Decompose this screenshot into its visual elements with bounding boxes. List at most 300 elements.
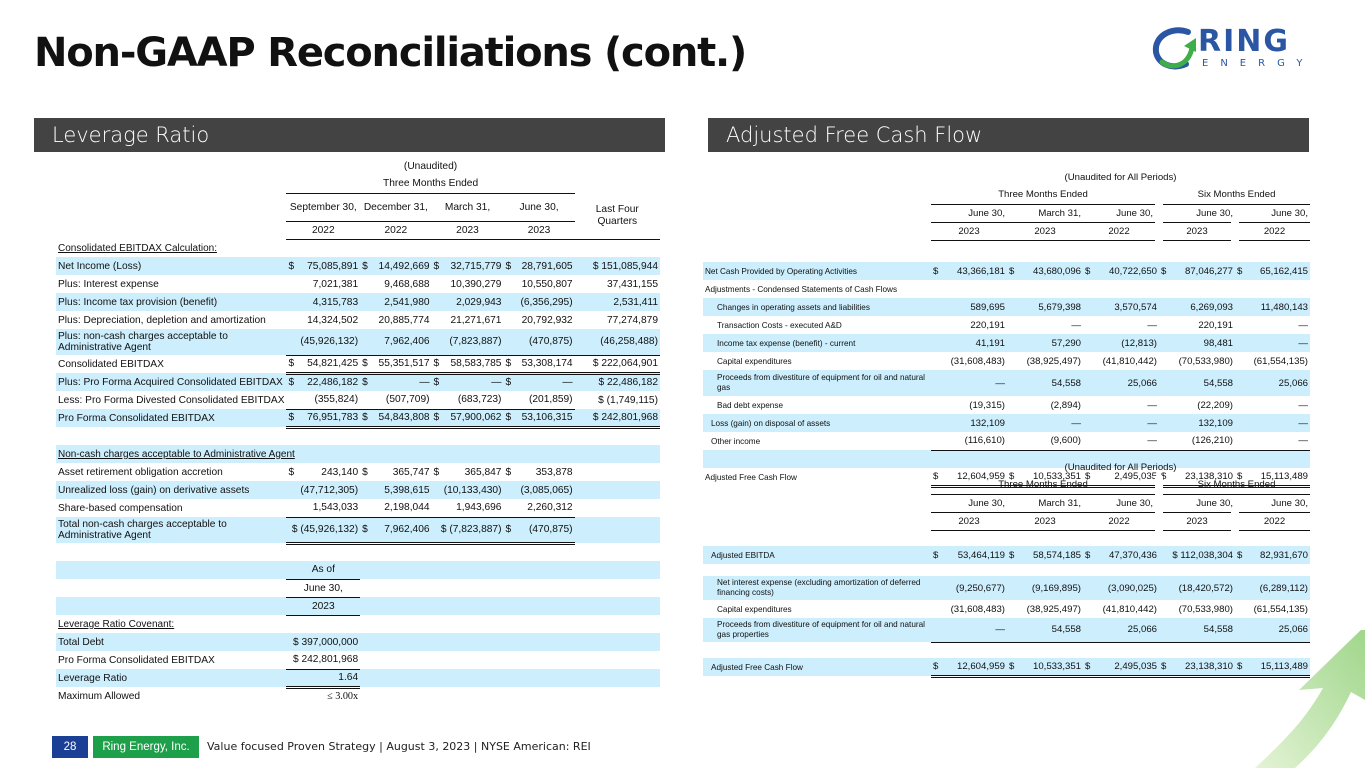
cell-value: (116,610) xyxy=(943,432,1007,450)
dollar-sign: $ xyxy=(1007,468,1019,486)
row-label: Pro Forma Consolidated EBITDAX xyxy=(56,409,286,427)
dollar-sign: $ xyxy=(505,466,512,478)
unaudited-label: (Unaudited for All Periods) xyxy=(1064,171,1177,183)
col-year: 2022 xyxy=(360,221,431,239)
cell-value: 40,722,650 xyxy=(1095,262,1159,280)
col-year: 2022 xyxy=(1235,512,1310,530)
col-date: September 30, xyxy=(286,193,360,221)
cell-value: 21,271,671 xyxy=(450,314,502,326)
dollar-sign: $ xyxy=(1235,658,1247,676)
cell-value: 2,198,044 xyxy=(370,499,431,517)
col-date: June 30, xyxy=(1235,204,1310,222)
table-row xyxy=(703,396,1310,414)
cell-value: (12,813) xyxy=(1095,334,1159,352)
cell-value: 14,324,502 xyxy=(307,314,359,326)
company-name: Ring Energy, Inc. xyxy=(93,736,199,758)
dollar-sign: $ xyxy=(432,373,442,391)
cell-value: — xyxy=(1019,414,1083,432)
cell-value: (31,608,483) xyxy=(950,603,1005,615)
cell-value: 220,191 xyxy=(970,319,1005,331)
period-label: Three Months Ended xyxy=(286,175,574,193)
table-row xyxy=(703,414,1310,432)
col-date: March 31, xyxy=(1007,494,1083,512)
table-row xyxy=(703,316,1310,334)
row-label: Total Debt xyxy=(56,633,286,651)
cell-value: (45,926,132) xyxy=(300,524,359,535)
cell-value: $ 242,801,968 xyxy=(286,651,360,669)
table-row xyxy=(703,352,1310,370)
table-row xyxy=(703,432,1310,450)
row-label: Plus: Depreciation, depletion and amortization xyxy=(58,314,266,326)
col-date: June 30, xyxy=(931,204,1007,222)
cell-value: 1,543,033 xyxy=(296,499,360,517)
cell-value: — xyxy=(943,370,1007,396)
dollar-sign: $ xyxy=(503,373,513,391)
dollar-sign: $ xyxy=(291,524,298,535)
cell-value: (9,169,895) xyxy=(1019,576,1083,600)
cell-value: — xyxy=(1095,432,1159,450)
asof-label: As of xyxy=(286,561,360,579)
section-header-leverage-ratio: Leverage Ratio xyxy=(34,118,665,152)
cell-value: 365,847 xyxy=(464,466,502,478)
row-label: Share-based compensation xyxy=(58,502,183,514)
cell-value: 1,943,696 xyxy=(442,499,504,517)
dollar-sign: $ xyxy=(1172,549,1178,561)
row-label: Net interest expense (excluding amortization of deferred financing costs) xyxy=(703,576,931,600)
cell-value: 32,715,779 xyxy=(442,257,504,275)
cell-value: 15,113,489 xyxy=(1247,468,1310,486)
dollar-sign: $ xyxy=(360,257,370,275)
cell-value: (683,723) xyxy=(442,391,504,409)
cell-value: (7,823,887) xyxy=(449,524,502,535)
row-label: Plus: non-cash charges acceptable to Administrative Agent xyxy=(56,329,286,355)
col-year: 2023 xyxy=(432,221,504,239)
row-label: Net Cash Provided by Operating Activities xyxy=(703,262,931,280)
table-row xyxy=(703,600,1310,618)
cell-value: 10,550,807 xyxy=(521,278,573,290)
col-date: June 30, xyxy=(503,193,574,221)
cell-value: 2,541,980 xyxy=(370,293,431,311)
table-row xyxy=(56,257,660,275)
cell-value: (9,250,677) xyxy=(943,576,1007,600)
dollar-sign: $ xyxy=(286,409,296,427)
col-date: June 30, xyxy=(931,494,1007,512)
cell-value: 77,274,879 xyxy=(607,314,658,326)
col-date: March 31, xyxy=(432,193,504,221)
dollar-sign: $ xyxy=(598,377,605,389)
col-year: 2023 xyxy=(931,512,1007,530)
cell-value: (61,554,135) xyxy=(1253,603,1308,615)
cell-value: 6,269,093 xyxy=(1171,298,1235,316)
cell-value: 2,495,035 xyxy=(1095,468,1159,486)
row-label: Pro Forma Consolidated EBITDAX xyxy=(58,654,215,666)
cell-value: 365,747 xyxy=(392,466,430,478)
cell-value: 2,260,312 xyxy=(513,499,574,517)
cell-value: 87,046,277 xyxy=(1171,262,1235,280)
cell-value: 9,468,688 xyxy=(384,278,430,290)
cell-value: (19,315) xyxy=(969,399,1005,411)
cell-value: (38,925,497) xyxy=(1026,603,1081,615)
cell-value: 1.64 xyxy=(286,669,360,687)
cell-value: 25,066 xyxy=(1247,370,1310,396)
cell-value: 54,558 xyxy=(1019,618,1083,642)
dollar-sign: $ xyxy=(1159,262,1171,280)
asof-year: 2023 xyxy=(286,597,360,615)
row-label: Adjusted EBITDA xyxy=(703,546,931,564)
cell-value: 7,962,406 xyxy=(370,329,431,355)
row-label: Proceeds from divestiture of equipment for oil and natural gas properties xyxy=(703,618,931,642)
growth-arrow-icon xyxy=(1225,630,1365,768)
row-label: Loss (gain) on disposal of assets xyxy=(703,414,931,432)
row-label: Capital expenditures xyxy=(717,604,792,614)
adjusted-ebitda-reconciliation-table xyxy=(703,458,1310,678)
cell-value: 12,604,959 xyxy=(943,658,1007,676)
cell-value: 220,191 xyxy=(1198,319,1233,331)
cell-value: 55,351,517 xyxy=(370,355,431,373)
cell-value: 53,106,315 xyxy=(513,409,574,427)
dollar-sign: $ xyxy=(503,257,513,275)
row-label: Changes in operating assets and liabilities xyxy=(703,298,931,316)
col-year: 2023 xyxy=(1007,512,1083,530)
col-year: 2022 xyxy=(1235,222,1310,240)
cell-value: (70,533,980) xyxy=(1178,603,1233,615)
col-year: 2023 xyxy=(1159,512,1235,530)
row-label: Other income xyxy=(711,436,761,446)
col-year: 2022 xyxy=(1083,512,1159,530)
table-row xyxy=(56,463,660,481)
cell-value: — xyxy=(513,373,574,391)
cell-value: — xyxy=(1247,432,1310,450)
cell-value: 10,533,351 xyxy=(1019,658,1083,676)
cell-value: 43,366,181 xyxy=(943,262,1007,280)
cell-value: 2,531,411 xyxy=(575,293,660,311)
dollar-sign: $ xyxy=(592,260,599,272)
dollar-sign: $ xyxy=(432,355,442,373)
cell-value: 47,370,436 xyxy=(1095,546,1159,564)
cell-value: (7,823,887) xyxy=(442,329,504,355)
row-label: Capital expenditures xyxy=(717,356,792,366)
asof-date: June 30, xyxy=(286,579,360,597)
cell-value: (41,810,442) xyxy=(1102,603,1157,615)
dollar-sign: $ xyxy=(360,355,370,373)
table-row xyxy=(56,499,660,517)
col-date: June 30, xyxy=(1159,494,1235,512)
cell-value: 353,878 xyxy=(535,466,573,478)
cell-value: 28,791,605 xyxy=(513,257,574,275)
cell-value: 65,162,415 xyxy=(1247,262,1310,280)
cell-value: — xyxy=(1071,319,1081,331)
cell-value: 76,951,783 xyxy=(296,409,360,427)
page-number: 28 xyxy=(52,736,88,758)
cell-value: 23,138,310 xyxy=(1171,468,1235,486)
adjusted-free-cash-flow-table xyxy=(703,168,1310,488)
dollar-sign: $ xyxy=(1235,262,1247,280)
cell-value: (6,356,295) xyxy=(513,293,574,311)
cell-value: (126,210) xyxy=(1171,432,1235,450)
cell-value: (355,824) xyxy=(296,391,360,409)
table-row xyxy=(703,262,1310,280)
cell-value: (45,926,132) xyxy=(296,329,360,355)
dollar-sign: $ xyxy=(503,517,513,543)
cell-value: 58,583,785 xyxy=(442,355,504,373)
cell-value: 54,843,808 xyxy=(370,409,431,427)
dollar-sign: $ xyxy=(1235,468,1247,486)
row-label: Bad debt expense xyxy=(717,400,784,410)
cell-value: (31,608,483) xyxy=(950,355,1005,367)
cell-value: (41,810,442) xyxy=(1102,355,1157,367)
cell-value: 132,109 xyxy=(1171,414,1235,432)
page-title: Non-GAAP Reconciliations (cont.) xyxy=(34,30,747,76)
dollar-sign: $ xyxy=(440,524,447,535)
cell-value: 54,558 xyxy=(1171,370,1235,396)
dollar-sign: $ xyxy=(1083,658,1095,676)
cell-value: (470,875) xyxy=(513,517,574,543)
six-months-label: Six Months Ended xyxy=(1159,476,1310,494)
row-label: Plus: Interest expense xyxy=(58,278,159,290)
cell-value: 112,038,304 xyxy=(1180,549,1233,561)
cell-value: (9,600) xyxy=(1019,432,1083,450)
cell-value: 5,398,615 xyxy=(370,481,431,499)
cell-value: 37,431,155 xyxy=(607,278,658,290)
table-row xyxy=(56,311,660,329)
cell-value: 75,085,891 xyxy=(296,257,360,275)
cell-value: (70,533,980) xyxy=(1178,355,1233,367)
cell-value: 54,558 xyxy=(1019,370,1083,396)
table-row xyxy=(56,329,660,355)
dollar-sign: $ xyxy=(360,373,370,391)
dollar-sign: $ xyxy=(1007,546,1019,564)
cell-value: 58,574,185 xyxy=(1019,546,1083,564)
cell-value: 2,495,035 xyxy=(1095,658,1159,676)
cell-value: — xyxy=(1147,319,1157,331)
dollar-sign: $ xyxy=(286,373,296,391)
cell-value: 23,138,310 xyxy=(1171,658,1235,676)
table-row xyxy=(703,618,1310,642)
section-header-adjusted-free-cash-flow: Adjusted Free Cash Flow xyxy=(708,118,1309,152)
cell-value: 15,113,489 xyxy=(1247,658,1310,676)
cell-value: 132,109 xyxy=(943,414,1007,432)
cell-value: 57,290 xyxy=(1019,334,1083,352)
dollar-sign: $ xyxy=(1235,546,1247,564)
three-months-label: Three Months Ended xyxy=(931,476,1159,494)
covenant-heading: Leverage Ratio Covenant: xyxy=(58,618,175,630)
dollar-sign: $ xyxy=(433,466,440,478)
row-label: Income tax expense (benefit) - current xyxy=(703,334,931,352)
col-year: 2022 xyxy=(1083,222,1159,240)
row-label: Transaction Costs - executed A&D xyxy=(717,320,842,330)
calc-heading: Consolidated EBITDAX Calculation: xyxy=(58,242,217,254)
dollar-sign: $ xyxy=(362,466,368,478)
cell-value: 25,066 xyxy=(1247,618,1310,642)
dollar-sign: $ xyxy=(1083,468,1095,486)
row-label: Asset retirement obligation accretion xyxy=(58,466,223,478)
cell-value: 22,486,182 xyxy=(296,373,360,391)
last-four-quarters-header: Last Four Quarters xyxy=(575,193,660,239)
cell-value: — xyxy=(370,373,431,391)
table-row xyxy=(56,355,660,373)
col-year: 2023 xyxy=(1159,222,1235,240)
dollar-sign: $ xyxy=(1159,658,1171,676)
row-label: Proceeds from divestiture of equipment for oil and natural gas xyxy=(703,370,931,396)
col-date: June 30, xyxy=(1235,494,1310,512)
cell-value: (22,209) xyxy=(1197,399,1233,411)
cell-value: (38,925,497) xyxy=(1026,355,1081,367)
table-row xyxy=(56,687,660,705)
cell-value: 43,680,096 xyxy=(1019,262,1083,280)
cell-value: 20,885,774 xyxy=(378,314,430,326)
col-year: 2023 xyxy=(931,222,1007,240)
cell-value: — xyxy=(1298,319,1308,331)
adjustments-heading: Adjustments - Condensed Statements of Cash Flows xyxy=(705,284,898,294)
dollar-sign: $ xyxy=(1083,546,1095,564)
cell-value: 151,085,944 xyxy=(601,260,658,272)
row-label: Adjusted Free Cash Flow xyxy=(703,658,931,676)
cell-value: — xyxy=(442,373,504,391)
cell-value: 98,481 xyxy=(1171,334,1235,352)
row-label: Plus: Income tax provision (benefit) xyxy=(56,293,286,311)
col-year: 2022 xyxy=(286,221,360,239)
leverage-ratio-table xyxy=(56,157,660,705)
table-row xyxy=(703,546,1310,564)
cell-value: (3,090,025) xyxy=(1095,576,1159,600)
cell-value: 7,962,406 xyxy=(370,517,431,543)
dollar-sign: $ xyxy=(931,468,943,486)
cell-value: 25,066 xyxy=(1095,370,1159,396)
cell-value: 41,191 xyxy=(943,334,1007,352)
cell-value: (507,709) xyxy=(370,391,431,409)
cell-value: (3,085,065) xyxy=(513,481,574,499)
col-year: 2023 xyxy=(1007,222,1083,240)
footer-tagline: Value focused Proven Strategy | August 3, 2023 | NYSE American: REI xyxy=(207,740,591,753)
cell-value: (1,749,115) xyxy=(606,394,658,406)
cell-value: (2,894) xyxy=(1050,399,1081,411)
cell-value: 22,486,182 xyxy=(607,377,658,389)
cell-value: (470,875) xyxy=(513,329,574,355)
cell-value: (46,258,488) xyxy=(575,329,660,355)
cell-value: — xyxy=(1247,334,1310,352)
unaudited-label: (Unaudited for All Periods) xyxy=(1064,461,1177,473)
cell-value: — xyxy=(1147,399,1157,411)
cell-value: 222,064,901 xyxy=(601,358,658,369)
cell-value: — xyxy=(1298,399,1308,411)
table-row xyxy=(703,334,1310,352)
logo-energy-text: ENERGY xyxy=(1202,58,1315,69)
row-label: Plus: Pro Forma Acquired Consolidated EBITDAX xyxy=(56,373,286,391)
table-row xyxy=(56,373,660,391)
table-row xyxy=(703,298,1310,316)
table-row xyxy=(56,391,660,409)
dollar-sign: $ xyxy=(432,409,442,427)
cell-value: 10,533,351 xyxy=(1019,468,1083,486)
dollar-sign: $ xyxy=(286,355,296,373)
table-row xyxy=(56,669,660,687)
cell-value: $ 397,000,000 xyxy=(286,633,360,651)
col-date: March 31, xyxy=(1007,204,1083,222)
row-label: Total non-cash charges acceptable to Administrative Agent xyxy=(56,517,286,543)
cell-value: 53,308,174 xyxy=(513,355,574,373)
table-row xyxy=(56,293,660,311)
dollar-sign: $ xyxy=(1007,658,1019,676)
table-row xyxy=(703,658,1310,676)
logo-ring-text: RING xyxy=(1198,24,1290,59)
cell-value: 11,480,143 xyxy=(1247,298,1310,316)
cell-value: (18,420,572) xyxy=(1171,576,1235,600)
unaudited-label: (Unaudited) xyxy=(403,160,458,172)
dollar-sign: $ xyxy=(592,358,599,369)
six-months-label: Six Months Ended xyxy=(1159,186,1310,204)
col-year: 2023 xyxy=(503,221,574,239)
cell-value: 12,604,959 xyxy=(943,468,1007,486)
col-date: June 30, xyxy=(1159,204,1235,222)
row-label: Consolidated EBITDAX xyxy=(58,358,164,370)
dollar-sign: $ xyxy=(931,546,943,564)
row-label: Leverage Ratio xyxy=(56,669,286,687)
table-row xyxy=(703,576,1310,600)
table-row xyxy=(703,370,1310,396)
table-row xyxy=(56,275,660,293)
cell-value: (47,712,305) xyxy=(296,481,360,499)
cell-value: 14,492,669 xyxy=(370,257,431,275)
cell-value: 82,931,670 xyxy=(1247,546,1310,564)
cell-value: (10,133,430) xyxy=(442,481,504,499)
cell-value: 10,390,279 xyxy=(450,278,502,290)
cell-value: — xyxy=(943,618,1007,642)
cell-value: 589,695 xyxy=(943,298,1007,316)
dollar-sign: $ xyxy=(360,409,370,427)
dollar-sign: $ xyxy=(432,257,442,275)
dollar-sign: $ xyxy=(286,257,296,275)
cell-value: — xyxy=(1095,414,1159,432)
table-row xyxy=(56,651,660,669)
cell-value: 242,801,968 xyxy=(601,411,658,423)
row-label: Less: Pro Forma Divested Consolidated EBITDAX xyxy=(58,394,285,406)
dollar-sign: $ xyxy=(931,658,943,676)
col-date: June 30, xyxy=(1083,204,1159,222)
cell-value: 20,792,932 xyxy=(521,314,573,326)
cell-value: 2,029,943 xyxy=(442,293,504,311)
dollar-sign: $ xyxy=(503,409,513,427)
table-row xyxy=(56,409,660,427)
col-date: June 30, xyxy=(1083,494,1159,512)
cell-value: 25,066 xyxy=(1095,618,1159,642)
cell-value: 4,315,783 xyxy=(296,293,360,311)
cell-value: 3,570,574 xyxy=(1095,298,1159,316)
table-row xyxy=(56,633,660,651)
row-label: Net Income (Loss) xyxy=(56,257,286,275)
table-row xyxy=(56,481,660,499)
dollar-sign: $ xyxy=(931,262,943,280)
cell-value: 53,464,119 xyxy=(943,546,1007,564)
cell-value: (61,554,135) xyxy=(1253,355,1308,367)
dollar-sign: $ xyxy=(598,394,604,406)
dollar-sign: $ xyxy=(592,411,599,423)
col-date: December 31, xyxy=(360,193,431,221)
row-label: Adjusted Free Cash Flow xyxy=(705,472,797,482)
cell-value: (201,859) xyxy=(513,391,574,409)
cell-value: ≤ 3.00x xyxy=(327,691,359,703)
cell-value: — xyxy=(1247,414,1310,432)
dollar-sign: $ xyxy=(1007,262,1019,280)
cell-value: 7,021,381 xyxy=(312,278,359,290)
cell-value: 57,900,062 xyxy=(442,409,504,427)
dollar-sign: $ xyxy=(1083,262,1095,280)
dollar-sign: $ xyxy=(288,466,295,478)
cell-value: (6,289,112) xyxy=(1247,576,1310,600)
cell-value: 54,821,425 xyxy=(296,355,360,373)
three-months-label: Three Months Ended xyxy=(931,186,1159,204)
row-label: Unrealized loss (gain) on derivative assets xyxy=(56,481,286,499)
cell-value: 54,558 xyxy=(1171,618,1235,642)
